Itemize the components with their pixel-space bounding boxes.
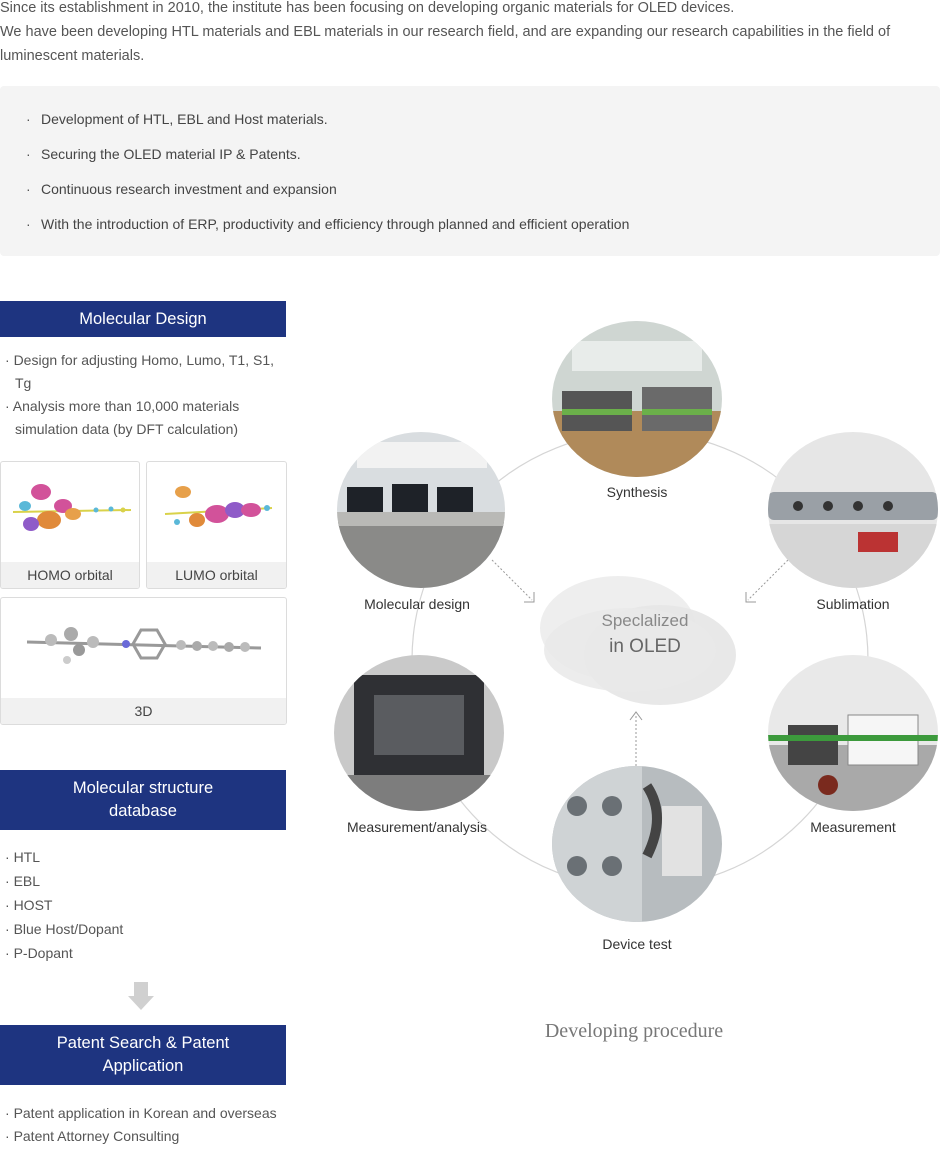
device-test-photo — [552, 766, 722, 922]
step-device-test: Device test — [602, 936, 672, 952]
bullet-icon: · — [26, 216, 31, 232]
homo-orbital-image — [1, 462, 139, 562]
database-list — [5, 845, 285, 965]
bullet-icon: · — [26, 181, 31, 197]
molecular-design-photo — [337, 432, 505, 588]
molecular-design-header: Molecular Design — [0, 301, 286, 337]
patent-header: Patent Search & Patent Application — [0, 1025, 286, 1085]
goals-panel — [0, 86, 940, 256]
homo-orbital-card — [0, 461, 140, 589]
bullet-icon: · — [26, 146, 31, 162]
measurement-photo — [768, 655, 938, 811]
bullet-icon: · — [26, 111, 31, 127]
list-item: · Patent application in Korean and overseas — [5, 1105, 277, 1121]
list-item: · Design for adjusting Homo, Lumo, T1, S1, Tg — [5, 352, 274, 391]
list-item: · HOST — [5, 897, 53, 913]
step-molecular-design: Molecular design — [364, 596, 470, 612]
goal-item: · Continuous research investment and expansion — [26, 176, 940, 211]
measurement-analysis-photo — [334, 655, 504, 811]
homo-orbital-caption: HOMO orbital — [1, 562, 139, 588]
goal-item: · Development of HTL, EBL and Host materials. — [26, 106, 940, 141]
goal-item: · Securing the OLED material IP & Patents. — [26, 141, 940, 176]
lumo-orbital-image — [147, 462, 286, 562]
list-item: · Patent Attorney Consulting — [5, 1128, 180, 1144]
center-label: Speclalized in OLED — [601, 611, 689, 657]
step-measurement: Measurement — [810, 819, 896, 835]
procedure-title: Developing procedure — [544, 1020, 724, 1042]
three-d-caption: 3D — [1, 698, 286, 724]
lumo-orbital-caption: LUMO orbital — [147, 562, 286, 588]
intro-line-1: Since its establishment in 2010, the institute has been focusing on developing organic materials for OLED devices. — [0, 0, 735, 16]
step-sublimation: Sublimation — [816, 596, 890, 612]
arrow-down-icon — [128, 982, 154, 1010]
step-measurement-analysis: Measurement/analysis — [346, 819, 488, 835]
three-d-molecule-image — [1, 598, 286, 698]
database-header: Molecular structure database — [0, 770, 286, 830]
synthesis-photo — [552, 321, 722, 477]
step-synthesis: Synthesis — [606, 484, 668, 500]
list-item: · P-Dopant — [5, 945, 73, 961]
three-d-card — [0, 597, 287, 725]
intro-text — [0, 0, 930, 68]
intro-line-2: We have been developing HTL materials and EBL materials in our research field, and are expanding our research capabilities in the field of luminescent materials. — [0, 24, 891, 64]
lumo-orbital-card — [146, 461, 287, 589]
patent-list — [5, 1102, 285, 1148]
goal-item: · With the introduction of ERP, productivity and efficiency through planned and efficient operation — [26, 211, 940, 246]
molecular-design-list — [5, 349, 285, 441]
list-item: · Analysis more than 10,000 materials simulation data (by DFT calculation) — [5, 398, 240, 437]
list-item: · HTL — [5, 849, 41, 865]
list-item: · Blue Host/Dopant — [5, 921, 124, 937]
list-item: · EBL — [5, 873, 41, 889]
sublimation-photo — [768, 432, 938, 588]
procedure-diagram — [300, 280, 940, 1070]
